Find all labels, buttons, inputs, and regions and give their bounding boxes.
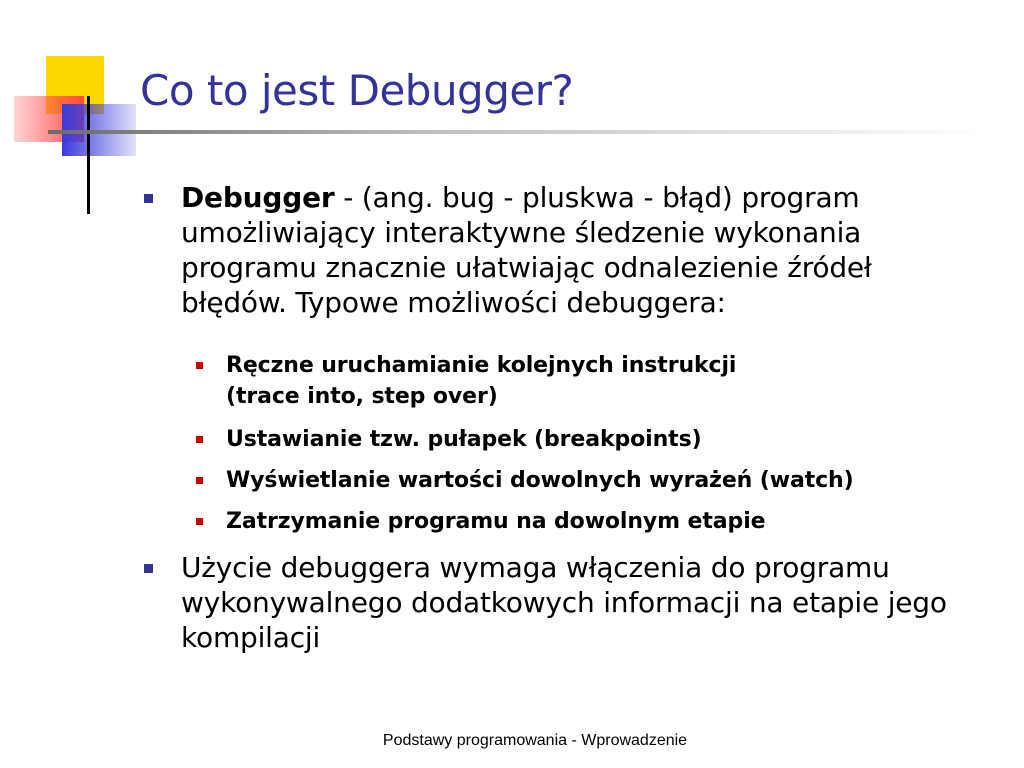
slide-footer: Podstawy programowania - Wprowadzenie xyxy=(382,732,688,749)
sub-bullet-item xyxy=(226,424,986,455)
sub-bullet-text: Zatrzymanie programu na dowolnym etapie xyxy=(226,509,766,534)
square-bullet-icon xyxy=(196,436,203,443)
slide-title: Co to jest Debugger? xyxy=(140,66,574,115)
bullet-item-usage xyxy=(181,550,981,655)
sub-bullet-text: Wyświetlanie wartości dowolnych wyrażeń (watch) xyxy=(226,468,854,493)
sub-bullet-text: Ustawianie tzw. pułapek (breakpoints) xyxy=(226,427,702,452)
square-bullet-icon xyxy=(144,194,153,203)
bullet-text: - (ang. bug - pluskwa - błąd) program umożliwiający interaktywne śledzenie wykonania programu znacznie ułatwiając odnalezienie źródeł błędów. Typowe możliwości debuggera: xyxy=(181,181,872,319)
square-bullet-icon xyxy=(196,362,203,369)
sub-bullet-text-continued: (trace into, step over) xyxy=(226,384,498,409)
sub-bullet-item xyxy=(226,506,986,537)
sub-bullet-text: Ręczne uruchamianie kolejnych instrukcji xyxy=(226,353,737,378)
sub-bullet-item xyxy=(226,350,986,412)
bullet-term: Debugger xyxy=(181,181,335,214)
slide-logo-decoration xyxy=(0,0,160,220)
bullet-text: Użycie debuggera wymaga włączenia do programu wykonywalnego dodatkowych informacji na etapie jego kompilacji xyxy=(181,551,947,654)
bullet-item-debugger xyxy=(181,180,981,320)
square-bullet-icon xyxy=(196,477,203,484)
square-bullet-icon xyxy=(196,518,203,525)
sub-bullet-item xyxy=(226,465,986,496)
vertical-line-decoration xyxy=(87,96,90,214)
title-underline xyxy=(48,130,988,134)
square-bullet-icon xyxy=(144,564,153,573)
